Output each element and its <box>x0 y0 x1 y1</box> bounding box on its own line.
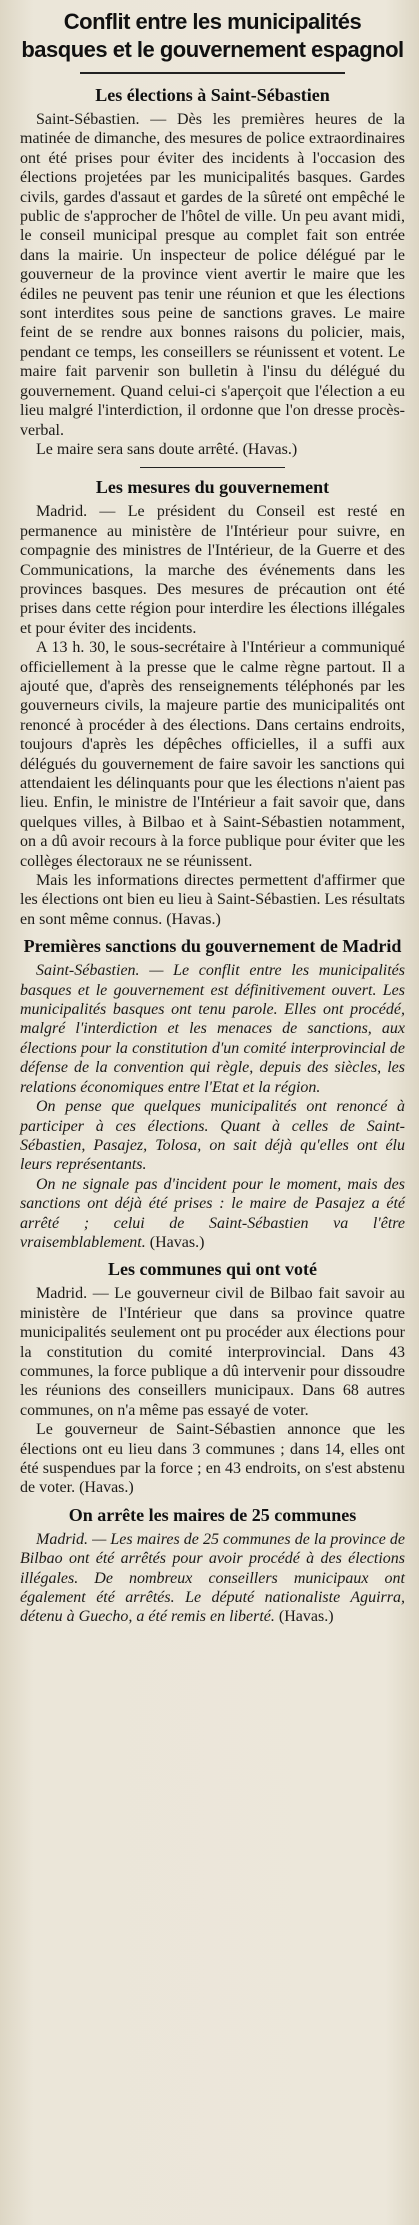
section-premieres-sanctions <box>20 935 405 1252</box>
section-elections-saint-sebastien <box>20 84 405 459</box>
section-heading: Les communes qui ont voté <box>107 1259 317 1280</box>
paragraph: Saint-Sébastien. — Dès les premières heures de la matinée de dimanche, des mesures de police extraordinaires ont été prises pour éviter des incidents à l'occasion des élections projetées par les municipalités basques. Gardes civils, gardes d'assaut et gardes de la sûreté ont empêché le public de s'approcher de l'hôtel de ville. Un peu avant midi, le conseil municipal presque au complet fait son entrée dans la mairie. Un inspecteur de police délégué par le gouverneur de la province vient avertir le maire que les édiles ne peuvent pas tenir une réunion et que les élections sont interdites sous peine de sanctions graves. Le maire feint de se rendre aux bonnes raisons du policier, mais, pendant ce temps, les conseillers se réunissent et votent. Le maire fait parvenir son bulletin à l'insu du délégué du gouvernement. Quand celui-ci s'aperçoit que l'élection a eu lieu malgré l'interdiction, il ordonne que l'on dresse procès-verbal. <box>20 111 405 439</box>
title-rule <box>80 72 345 74</box>
section-heading: On arrête les maires de 25 communes <box>68 1504 357 1525</box>
paragraph: Madrid. — Le gouverneur civil de Bilbao fait savoir au ministère de l'Intérieur que dans sa province quatre municipalités seulement ont pu procéder aux élections pour la constitution du comité interprovincial. Dans 43 communes, la force publique a dû intervenir pour dissoudre les réunions des conseillers municipaux. Dans 68 autres communes, on n'a même pas essayé de voter. <box>20 1285 405 1419</box>
article-title: Conflit entre les municipalités basques et le gouvernement espagnol <box>21 9 404 62</box>
paragraph: Mais les informations directes permettent d'affirmer que les élections ont bien eu lieu à Saint-Sébastien. Les résultats en sont même connus. (Havas.) <box>20 872 405 928</box>
paragraph: Saint-Sébastien. — Le conflit entre les municipalités basques et le gouvernement est définitivement ouvert. Les municipalités basques ont tenu parole. Elles ont procédé, malgré l'interdiction et les menaces de sanctions, aux élections pour la constitution d'un comité interprovincial de défense de la convention qui règle, depuis des siècles, les relations économiques entre l'Etat et la région. <box>20 962 405 1096</box>
paragraph: Madrid. — Le président du Conseil est resté en permanence au ministère de l'Intérieur pour suivre, en compagnie des ministres de l'Intérieur, de la Guerre et des Communications, la marche des événements dans les provinces basques. Des mesures de précaution ont été prises dans cette région pour interdire les élections illégales et pour éviter des incidents. <box>20 503 405 637</box>
paragraph: Le maire sera sans doute arrêté. (Havas.) <box>36 440 298 458</box>
paragraph <box>20 1530 405 1627</box>
section-heading: Les élections à Saint-Sébastien <box>95 85 330 105</box>
section-heading: Premières sanctions du gouvernement de Madrid <box>23 936 402 957</box>
credit: (Havas.) <box>278 1608 334 1626</box>
paragraph-text: On ne signale pas d'incident pour le moment, mais des sanctions ont déjà été prises : le maire de Pasajez a été arrêté ; celui de Saint-Sébastien va l'être vraisemblablement. <box>20 1175 405 1251</box>
paragraph: On pense que quelques municipalités ont renoncé à participer à ces élections. Quant à celles de Saint-Sébastien, Pasajez, Tolosa, on sait déjà qu'elles ont élu leurs représentants. <box>20 1098 405 1174</box>
section-mesures-gouvernement <box>20 476 405 929</box>
paragraph: A 13 h. 30, le sous-secrétaire à l'Intérieur a communiqué officiellement à la presse que le calme règne partout. Il a ajouté que, d'après des renseignements téléphonés par les gouverneurs civils, la majeure partie des municipalités ont renoncé à procéder à des élections. Dans certains endroits, toujours d'après les dépêches officielles, il a suffi aux délégués du gouvernement de faire savoir les sanctions qui attendaient les délinquants pour que les élections n'aient pas lieu. Enfin, le ministre de l'Intérieur a fait savoir que, dans quelques villes, à Bilbao et à Saint-Sébastien notamment, on a dû avoir recours à la force publique pour éviter que les collèges électoraux ne se réunissent. <box>20 639 405 870</box>
section-arrestation-maires <box>20 1504 405 1627</box>
paragraph-text: Madrid. — Les maires de 25 communes de la province de Bilbao ont été arrêtés pour avoir procédé à des élections illégales. De nombreux conseillers municipaux ont également été arrêtés. Le député nationaliste Aguirra, détenu à Guecho, a été remis en liberté. <box>20 1530 405 1626</box>
section-heading: Les mesures du gouvernement <box>95 477 330 498</box>
section-communes-vote <box>20 1258 405 1497</box>
paragraph: Le gouverneur de Saint-Sébastien annonce que les élections ont eu lieu dans 3 communes ; dans 14, elles ont été suspendues par la force ; en 43 endroits, on s'est abstenu de voter. (Havas.) <box>20 1421 405 1497</box>
section-divider <box>140 467 285 468</box>
paragraph <box>20 1175 405 1253</box>
credit: (Havas.) <box>149 1233 205 1251</box>
